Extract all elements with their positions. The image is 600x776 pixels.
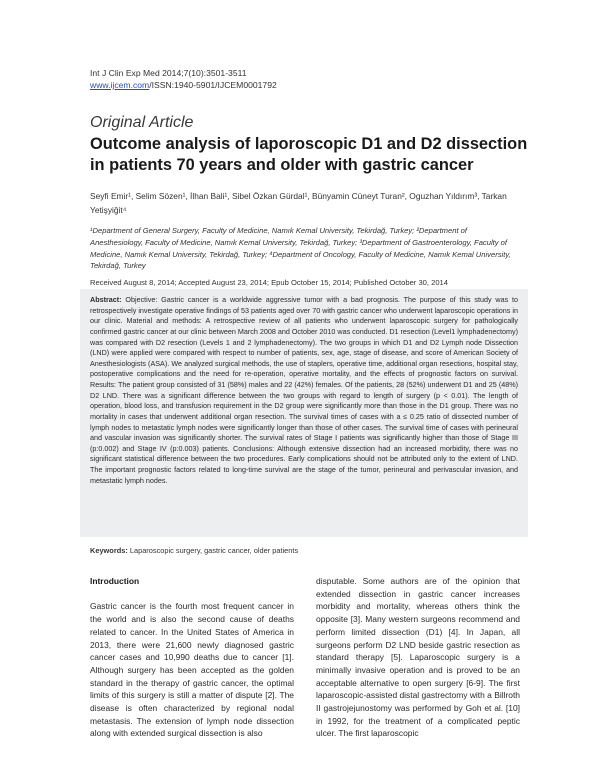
abstract-label: Abstract:	[90, 295, 122, 304]
body-column-left	[90, 575, 294, 740]
keywords	[90, 546, 520, 555]
introduction-heading: Introduction	[90, 576, 140, 586]
introduction-paragraph-left: Gastric cancer is the fourth most frequent cancer in the world and is also the second cause of deaths related to cancer. In the United States of America in 2013, there were 21,600 newly diagnosed gastric cancer cases and 10,990 deaths due to cancer [1]. Although surgery has been accepted as the golden standard in the therapy of gastric cancer, the optimal limits of this surgery is still a matter of dispute [2]. The disease is often characterized by regional nodal metastasis. The extension of lymph node dissection along with extended surgical dissection is also	[90, 601, 294, 739]
abstract	[90, 295, 518, 486]
article-type: Original Article	[90, 114, 194, 131]
journal-header	[90, 67, 277, 91]
article-title: Outcome analysis of laporoscopic D1 and D2 dissection in patients 70 years and older with gastric cancer	[90, 135, 528, 174]
keywords-label: Keywords:	[90, 546, 128, 555]
body-column-right	[316, 575, 520, 740]
affiliations: ¹Department of General Surgery, Faculty of Medicine, Namık Kemal University, Tekirdağ, Turkey; ²Department of Anesthesiology, Faculty of Medicine, Namık Kemal University, Tekirdağ, Turkey; ³Department of Gastroenterology, Faculty of Medicine, Namık Kemal University, Tekirdağ, Turkey; ⁴Department of Oncology, Faculty of Medicine, Namık Kemal University, Tekirdağ, Turkey	[90, 226, 511, 271]
introduction-paragraph-right: disputable. Some authors are of the opinion that extended dissection in gastric cancer increases morbidity and mortality, whereas others think the opposite [3]. Many western surgeons recommend and perform limited dissection (D1) [4]. In Japan, all surgeons perform D2 LND beside gastric resection as standard therapy [5]. Laparoscopic surgery is a minimally invasive operation and is proved to be an acceptable alternative to open surgery [6-9]. The first laparoscopic-assisted distal gastrectomy with a Billroth II gastrojejunostomy was performed by Goh et al. [10] in 1992, for the treatment of a complicated peptic ulcer. The first laparoscopic	[316, 576, 520, 739]
journal-issn: /ISSN:1940-5901/IJCEM0001792	[149, 80, 277, 90]
journal-web-line	[90, 79, 277, 91]
abstract-text: Objective: Gastric cancer is a worldwide aggressive tumor with a bad prognosis. The purpose of this study was to retrospectively investigate operative findings of 53 patients aged over 70 with gastric cancer who underwent laparoscopic operations in our clinic. Material and methods: A retrospective review of all patients who underwent laparoscopic surgery for pathologically confirmed gastric cancer at our clinic between March 2008 and October 2010 was conducted. D1 resection (Level1 lymphadenectomy) was compared with D2 resection (Levels 1 and 2 lymphadenectomy). The two groups in which D1 and D2 Lymph node Dissection (LND) were applied were compared with respect to number of patients, sex, age, stage of disease, and score of American Society of Anesthesiologists (ASA). We analyzed surgical methods, the use of staplers, operative time, additional organ resections, hospital stay, postoperative complications and the need for re-operation, operative mortality, and the effects of prognostic factors on survival. Results: The patient group consisted of 31 (58%) males and 22 (42%) females. Of the patients, 28 (52%) underwent D1 and 25 (48%) D2 LND. There was a significant difference between the two groups with regard to length of surgery (p < 0.01). The length of operation, blood loss, and transfusion requirement in the D2 group were significantly more than those in the D1 group. There was no mortality in cases that underwent additional organ resection. The survival times of cases with a ≤ 0.25 ratio of dissected number of lymph nodes to metastatic lymph nodes were significantly longer than those of other cases. The survival time of cases with perineural and vascular invasion was significantly shorter. The survival rates of Stage I patients was significantly higher than those of Stage III (p:0.002) and Stage IV (p:0.003) patients. Conclusions: Although extensive dissection had an increased morbidity, there was no significant statistical difference between the two procedures. Early complications should not be attributed only to the extent of LND. The important prognostic factors related to long-time survival are the stage of the tumor, perineural and perivascular invasion, and metastatic lymph nodes.	[90, 295, 519, 485]
journal-citation: Int J Clin Exp Med 2014;7(10):3501-3511	[90, 68, 247, 78]
journal-website-link[interactable]: www.ijcem.com	[90, 80, 150, 90]
keywords-text: Laparoscopic surgery, gastric cancer, older patients	[129, 546, 299, 555]
author-list: Seyfi Emir¹, Selim Sözen¹, İlhan Bali¹, Sibel Özkan Gürdal¹, Bünyamin Cüneyt Turan², Oguzhan Yıldırım³, Tarkan Yetişyiğit⁴	[90, 191, 507, 215]
publication-dates: Received August 8, 2014; Accepted August 23, 2014; Epub October 15, 2014; Published October 30, 2014	[90, 278, 449, 287]
